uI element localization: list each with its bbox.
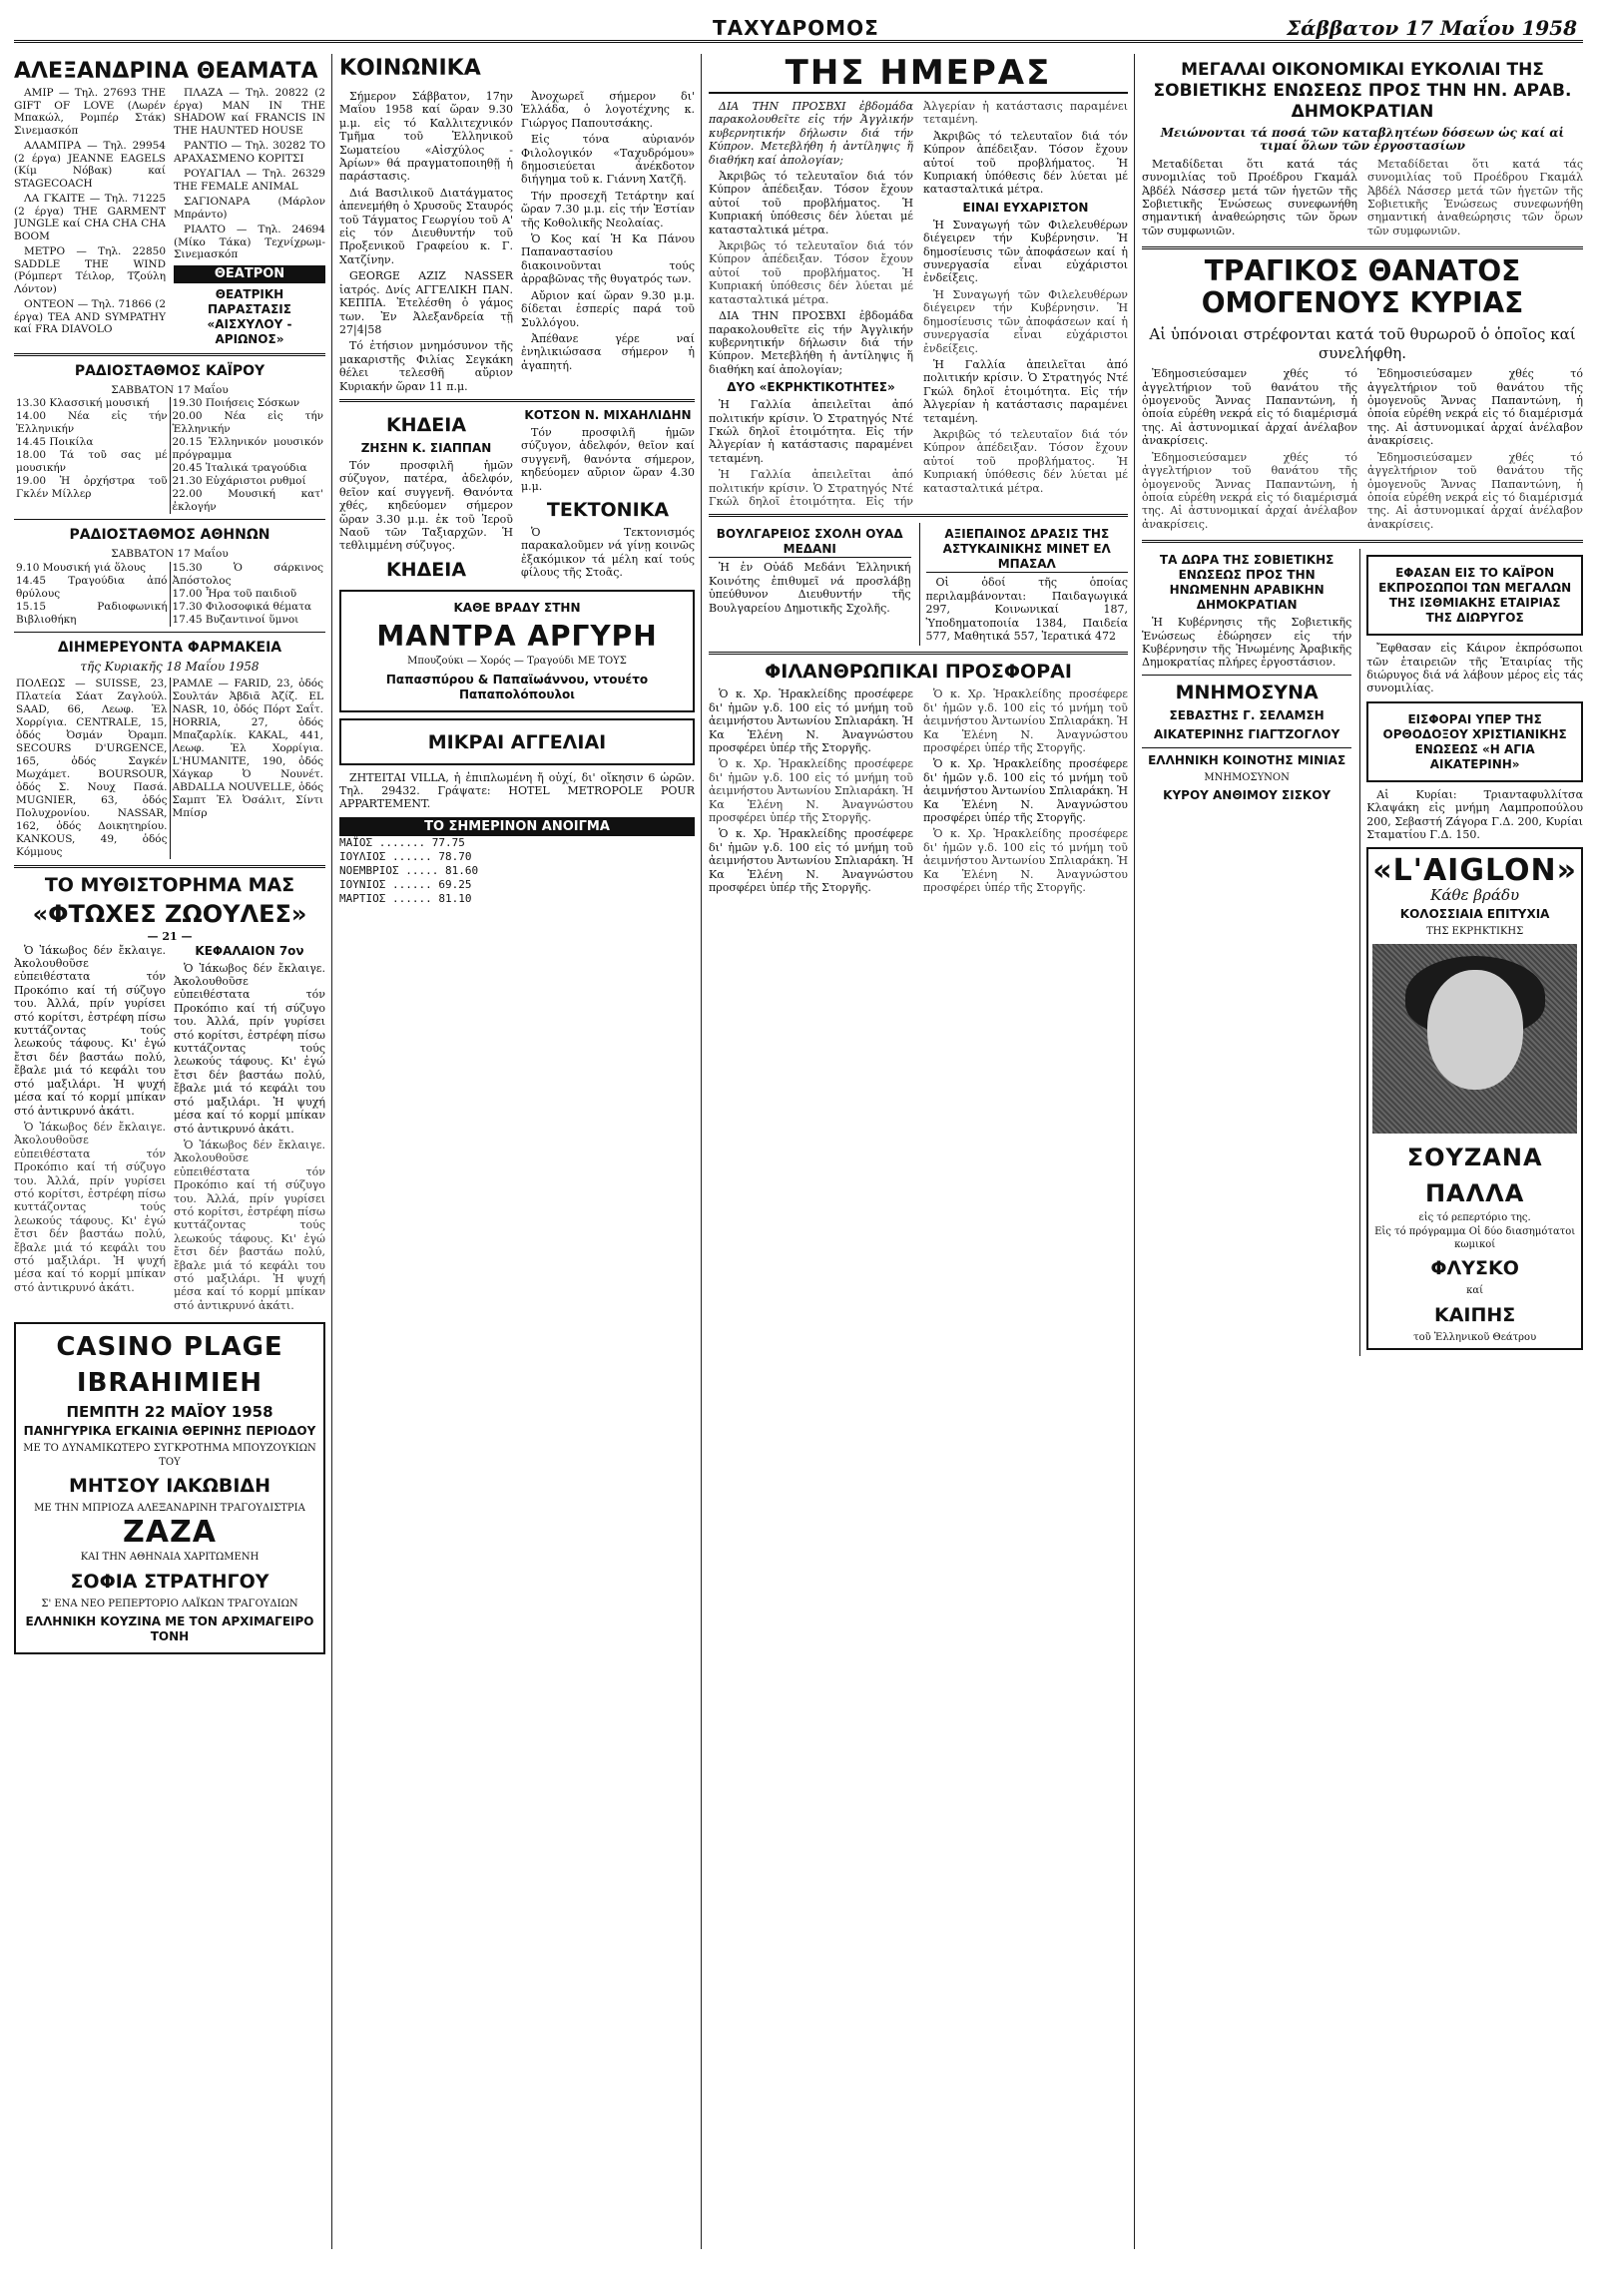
soviet-body — [1142, 158, 1583, 240]
theatre-banner: ΘΕΑΤΡΟΝ — [174, 265, 325, 284]
obituaries — [339, 408, 695, 584]
commentary-intro: ΔΙΑ ΤΗΝ ΠΡΟΣΒΧΙ ἐβδομάδα παρακολουθεῖτε εἰς τήν Ἀγγλικήν κυβερνητικήν δήλωσιν διά τήν Κύπρον. Μετεβλήθη ἡ ἀντίληψις ἥ διαθήκη καί ἀπολογίαν; — [709, 100, 913, 167]
divider — [14, 353, 325, 356]
column-social — [339, 54, 695, 2249]
masthead-date: Σάββατον 17 Μαΐου 1958 — [1287, 16, 1577, 40]
cinema-entry: ΡΙΑΛΤΟ — Τηλ. 24694 (Μίκο Τάκα) Τεχνίχρωμ-Σινεμασκόπ — [174, 224, 325, 260]
divider — [709, 514, 1128, 517]
novel-paragraph: Ὁ Ἰάκωβος δέν ἔκλαιγε. Ἀκολουθοῦσε εὐπειθέστατα τόν Προκόπιο καί τή σύζυγο του. Ἀλλά, πρίν γυρίσει στό κορίτσι, ἐστρέφη πίσω κυττάζοντας τούς λεωκούς τάφους. Κι' ἐγώ ἔτσι δέν βαστάω πολύ, ἔβαλε μιά τό κεφάλι του στό μαξιλάρι. Ἡ ψυχή μέσα καί τό κορμί μπίκαν στό ἀντικρυνό ἀκάτι. — [14, 943, 166, 1118]
casino-line: ΜΕ ΤΗΝ ΜΠΡΙΟΖΑ ΑΛΕΞΑΝΔΡΙΝΗ ΤΡΑΓΟΥΔΙΣΤΡΙΑ — [34, 1503, 305, 1514]
schedule-item: 14.00 Νέα εἰς τήν Ἑλληνικήν — [16, 410, 168, 436]
lower-news — [1142, 549, 1583, 1356]
cinema-entry: ΛΑ ΓΚΑΙΤΕ — Τηλ. 71225 (2 έργα) THE GARMENT JUNGLE καί CHA CHA CHA BOOM — [14, 193, 166, 242]
radio-athens-day: ΣΑΒΒΑΤΟΝ 17 Μαΐου — [111, 548, 229, 561]
tragic-headline: ΤΡΑΓΙΚΟΣ ΘΑΝΑΤΟΣ ΟΜΟΓΕΝΟΥΣ ΚΥΡΙΑΣ — [1201, 254, 1524, 320]
market-row: ΜΑΪΟΣ ....... 77.75 — [339, 836, 465, 850]
soviet-subheadline: Μειώνονται τά ποσά τῶν καταβλητέων δόσεων ὡς καί αἱ τιμαί ὅλων τῶν ἐργοστασίων — [1160, 126, 1565, 154]
cinema-entry: ΡΟΥΑΓΙΑΛ — Τηλ. 26329 THE FEMALE ANIMAL — [174, 168, 325, 193]
cinema-entry: ΑΛΑΜΠΡΑ — Τηλ. 29954 (2 έργα) JEANNE EAGELS (Κίμ Νόβακ) καί STAGECOACH — [14, 140, 166, 190]
classified-ad: ΖΗΤΕΙΤΑΙ VILLA, ἡ ἐπιπλωμένη ἤ οὐχί, δι' οἴκησιν 6 ὡρῶν. Τηλ. 29432. Γράψατε: HOTEL METROPOLE POUR APPARTEMENT. — [339, 770, 695, 811]
radio-athens-schedule — [14, 562, 325, 627]
commentary-text: Ἡ Γαλλία ἀπειλεῖται ἀπό πολιτικήν κρίσιν. Ὁ Στρατηγός Ντέ Γκώλ δηλοῖ ἑτοιμότητα. Εἰς τήν Ἀλγερίαν ἡ κατάστασις παραμένει τεταμένη. — [709, 398, 913, 465]
novel-body — [14, 944, 325, 1313]
school-text: Ἡ ἐν Οὐάδ Μεδάνι Ἑλληνική Κοινότης ἐπιθυμεῖ νά προσλάβῃ ὑπεύθυνον Διευθυντήν τῆς Βουλγαρείου Δημοτικῆς Σχολῆς. — [709, 561, 911, 615]
market-heading: ΤΟ ΣΗΜΕΡΙΝΟΝ ΑΝΟΙΓΜΑ — [339, 817, 695, 836]
charity-item: Ὁ κ. Χρ. Ἡρακλείδης προσέφερε δι' ἡμῶν γ.δ. 100 εἰς τό μνήμη τοῦ ἀειμνήστου Ἀντωνίου Σπλιαράκη. Ἡ Κα Ἑλένη Ν. Ἀναγνώστου προσφέρει ὑπέρ τῆς Στοργῆς. — [923, 757, 1128, 825]
casino-advertisement — [14, 1322, 325, 1654]
section-heading-theatres: ΑΛΕΞΑΝΔΡΙΝΑ ΘΕΑΜΑΤΑ — [14, 59, 318, 84]
charity-heading: ΦΙΛΑΝΘΡΩΠΙΚΑΙ ΠΡΟΣΦΟΡΑΙ — [765, 661, 1072, 684]
aiglon-line: τοῦ Ἑλληνικοῦ Θεάτρου — [1413, 1331, 1537, 1343]
market-table — [339, 836, 695, 906]
radio-cairo-title: ΡΑΔΙΟΣΤΑΘΜΟΣ ΚΑΪΡΟΥ — [74, 363, 266, 379]
mandra-name: ΜΑΝΤΡΑ ΑΡΓΥΡΗ — [376, 620, 658, 654]
schedule-item: 15.15 Ραδιοφωνική Βιβλιοθήκη — [16, 600, 168, 626]
social-item: Ἀπέθανε γέρε ναί ἐνηλικιώσασα σήμερον ἡ ἀγαπητή. — [521, 331, 695, 372]
canal-text: Ἔφθασαν εἰς Κάιρον ἐκπρόσωποι τῶν ἑταιρειῶν τῆς Ἑταιρίας τῆς διώρυγος διά νά λάβουν μέρος εἰς τάς συνομιλίας. — [1366, 642, 1583, 695]
soviet-text: Μεταδίδεται ὅτι κατά τάς συνομιλίας τοῦ Προέδρου Γκαμάλ Ἀβδέλ Νάσσερ μετά τῶν ἡγετῶν τῆς Σοβιετικῆς Ἑνώσεως συνεφωνήθη σημαντική ἀναθεώρησις τῶν ὅρων τῶν συμφωνιῶν. — [1367, 157, 1583, 237]
column-rule — [701, 54, 702, 2249]
casino-singer-2: ΣΟΦΙΑ ΣΤΡΑΤΗΓΟΥ — [70, 1570, 269, 1593]
pharmacy-list — [14, 678, 325, 859]
pharmacy-subtitle: τῆς Κυριακῆς 18 Μαΐου 1958 — [80, 659, 260, 674]
aiglon-comedian: ΦΛΥΣΚΟ — [1430, 1257, 1519, 1280]
charity-item: Ὁ κ. Χρ. Ἡρακλείδης προσέφερε δι' ἡμῶν γ.δ. 100 εἰς τό μνήμη τοῦ ἀειμνήστου Ἀντωνίου Σπλιαράκη. Ἡ Κα Ἑλένη Ν. Ἀναγνώστου προσφέρει ὑπέρ τῆς Στοργῆς. — [709, 688, 913, 755]
mandra-line: ΚΑΘΕ ΒΡΑΔΥ ΣΤΗΝ — [453, 601, 581, 616]
photo-face — [1427, 970, 1523, 1090]
radio-cairo-day: ΣΑΒΒΑΤΟΝ 17 Μαΐου — [111, 384, 229, 396]
cinema-entry: ΣΑΓΙΟΝΑΡΑ (Μάρλον Μπράντο) — [174, 196, 325, 221]
divider — [1142, 747, 1351, 748]
commentary-text: ΔΙΑ ΤΗΝ ΠΡΟΣΒΧΙ ἐβδομάδα παρακολουθεῖτε εἰς τήν Ἀγγλικήν κυβερνητικήν δήλωσιν διά τήν Κύπρον. Μετεβλήθη ἡ ἀντίληψις ἥ διαθήκη καί ἀπολογίαν; — [709, 309, 913, 376]
funeral-heading: ΚΗΔΕΙΑ — [385, 558, 467, 581]
commentary-text: Ἡ Γαλλία ἀπειλεῖται ἀπό πολιτικήν κρίσιν. Ὁ Στρατηγός Ντέ Γκώλ δηλοῖ ἑτοιμότητα. Εἰς τήν Ἀλγερίαν ἡ κατάστασις παραμένει τεταμένη. — [923, 357, 1128, 425]
casino-line: ΜΕ ΤΟ ΔΥΝΑΜΙΚΩΤΕΡΟ ΣΥΓΚΡΟΤΗΜΑ ΜΠΟΥΖΟΥΚΙΩΝ ΤΟΥ — [23, 1443, 316, 1468]
divider — [339, 399, 695, 402]
novel-title: «ΦΤΩΧΕΣ ΖΩΟΥΛΕΣ» — [32, 900, 307, 929]
social-item: Ἀνοχωρεῖ σήμερον δι' Ἑλλάδα, ὁ λογοτέχνης κ. Γιώργος Παπουτσάκης. — [521, 90, 695, 130]
funeral-text: Τόν προσφιλῆ ἡμῶν σύζυγον, πατέρα, ἀδελφόν, θεῖον καί συγγενῆ. Θανόντα χθές, κηδεύομεν σήμερον ὥραν 3.30 μ.μ. ἐκ τοῦ Ἱεροῦ Ναοῦ τῶν Ταξιαρχῶν. Ἡ τεθλιμμένη σύζυγος. — [339, 458, 513, 553]
novel-heading: ΤΟ ΜΥΘΙΣΤΟΡΗΜΑ ΜΑΣ — [44, 874, 295, 897]
charity-item: Ὁ κ. Χρ. Ἡρακλείδης προσέφερε δι' ἡμῶν γ.δ. 100 εἰς τό μνήμη τοῦ ἀειμνήστου Ἀντωνίου Σπλιαράκη. Ἡ Κα Ἑλένη Ν. Ἀναγνώστου προσφέρει ὑπέρ τῆς Στοργῆς. — [709, 827, 913, 895]
masonic-notice — [521, 499, 695, 580]
funeral-heading: ΚΗΔΕΙΑ — [385, 413, 467, 436]
charity-item: Ὁ κ. Χρ. Ἡρακλείδης προσέφερε δι' ἡμῶν γ.δ. 100 εἰς τό μνήμη τοῦ ἀειμνήστου Ἀντωνίου Σπλιαράκη. Ἡ Κα Ἑλένη Ν. Ἀναγνώστου προσφέρει ὑπέρ τῆς Στοργῆς. — [709, 757, 913, 825]
cinema-entry: ΡΑΝΤΙΟ — Τηλ. 30282 ΤΟ ΑΡΑΧΑΣΜΕΝΟ ΚΟΡΙΤΣΙ — [174, 140, 325, 165]
police-text: Οἱ ὁδοί τῆς ὁποίας περιλαμβάνονται: Παιδαγωγικά 297, Κοινωνικαί 187, Ὑποδηματοποιία 1384, Παιδεία 577, Μαθητικά 557, Ἱερατικά 472 — [925, 576, 1128, 643]
divider — [14, 519, 325, 520]
radio-athens-title: ΡΑΔΙΟΣΤΑΘΜΟΣ ΑΘΗΝΩΝ — [69, 527, 270, 544]
market-row: ΜΑΡΤΙΟΣ ...... 81.10 — [339, 892, 472, 906]
community-subheading: ΜΝΗΜΟΣΥΝΟΝ — [1204, 771, 1290, 783]
schedule-item: 13.30 Κλασσική μουσική — [16, 397, 150, 410]
social-item: Εἰς τόνα αὐριανόν Φιλολογικόν «Ταχυδρόμου» δημοσιεύεται ἀνέκδοτον διήγημα τοῦ κ. Γιάννη Χατζῆ. — [521, 133, 695, 187]
aiglon-comedian: ΚΑΙΠΗΣ — [1433, 1303, 1516, 1326]
divider — [1142, 675, 1351, 676]
novel-paragraph: Ὁ Ἰάκωβος δέν ἔκλαιγε. Ἀκολουθοῦσε εὐπειθέστατα τόν Προκόπιο καί τή σύζυγο του. Ἀλλά, πρίν γυρίσει στό κορίτσι, ἐστρέφη πίσω κυττάζοντας τούς λεωκούς τάφους. Κι' ἐγώ ἔτσι δέν βαστάω πολύ, ἔβαλε μιά τό κεφάλι του στό μαξιλάρι. Ἡ ψυχή μέσα καί τό κορμί μπίκαν στό ἀντικρυνό ἀκάτι. — [14, 1120, 166, 1294]
schedule-item: 15.30 Ὁ σάρκινος Ἀπόστολος — [172, 561, 323, 587]
charity-list — [709, 688, 1128, 897]
canal-heading: ΕΦΑΣΑΝ ΕΙΣ ΤΟ ΚΑΪΡΟΝ ΕΚΠΡΟΣΩΠΟΙ ΤΩΝ ΜΕΓΑΛΩΝ ΤΗΣ ΙΣΘΜΙΑΚΗΣ ΕΤΑΙΡΙΑΣ ΤΗΣ ΔΙΩΡΥΓΟΣ — [1378, 566, 1572, 626]
donations-text: Αἱ Κυρίαι: Τριανταφυλλίτσα Κλαψάκη εἰς μνήμη Λαμπροπούλου 200, Σεβαστή Ζάγορα Γ.Δ. 200, Κυρίαι Σταματίου Γ.Δ. 150. — [1366, 787, 1583, 841]
schedule-item: 21.30 Εὐχάριστοι ρυθμοί — [172, 475, 306, 488]
community-heading: ΕΛΛΗΝΙΚΗ ΚΟΙΝΟΤΗΣ ΜΙΝΙΑΣ — [1148, 752, 1346, 767]
aiglon-line: Κάθε βράδυ — [1430, 886, 1520, 905]
novel-number: — 21 — — [147, 930, 193, 944]
novel-paragraph: Ὁ Ἰάκωβος δέν ἔκλαιγε. Ἀκολουθοῦσε εὐπειθέστατα τόν Προκόπιο καί τή σύζυγο του. Ἀλλά, πρίν γυρίσει στό κορίτσι, ἐστρέφη πίσω κυττάζοντας τούς λεωκούς τάφους. Κι' ἐγώ ἔτσι δέν βαστάω πολύ, ἔβαλε μιά τό κεφάλι του στό μαξιλάρι. Ἡ ψυχή μέσα καί τό κορμί μπίκαν στό ἀντικρυνό ἀκάτι. — [174, 1138, 325, 1312]
classifieds-heading: ΜΙΚΡΑΙ ΑΓΓΕΛΙΑΙ — [427, 730, 607, 753]
commentary-subheading: ΕΙΝΑΙ ΕΥΧΑΡΙΣΤΟΝ — [962, 200, 1089, 215]
social-item: Αὔριον καί ὥραν 9.30 μ.μ. δίδεται ἑσπερίς παρά τοῦ Συλλόγου. — [521, 288, 695, 329]
right-subcolumn — [1359, 549, 1583, 1356]
tragic-body — [1142, 367, 1583, 534]
schedule-item: 19.00 Ἡ ὀρχήστρα τοῦ Γκλέν Μίλλερ — [16, 475, 168, 501]
casino-singer: ΖΑΖΑ — [123, 1515, 217, 1551]
chapter-heading: ΚΕΦΑΛΑΙΟΝ 7ον — [195, 943, 304, 958]
soviet-headline: ΜΕΓΑΛΑΙ ΟΙΚΟΝΟΜΙΚΑΙ ΕΥΚΟΛΙΑΙ ΤΗΣ ΣΟΒΙΕΤΙΚΗΣ ΕΝΩΣΕΩΣ ΠΡΟΣ ΤΗΝ ΗΝ. ΑΡΑΒ. ΔΗΜΟΚΡΑΤΙΑΝ — [1153, 60, 1572, 122]
memorial-name: ΣΕΒΑΣΤΗΣ Γ. ΣΕΛΑΜΣΗ — [1169, 707, 1325, 722]
funeral-notice — [339, 414, 513, 553]
aiglon-line: Εἰς τό πρόγραμμα Οἱ δύο διασημότατοι κωμικοί — [1374, 1225, 1576, 1250]
newspaper-page — [14, 14, 1583, 2264]
divider — [14, 632, 325, 633]
tragic-text: Ἐδημοσιεύσαμεν χθές τό ἀγγελτήριον τοῦ θανάτου τῆς ὁμογενοῦς Ἄννας Παπαντώνη, ἡ ὁποία εὑρέθη νεκρά εἰς τό διαμέρισμά της. Αἱ ἀστυνομικαί ἀρχαί ἀνέλαβον ἀνακρίσεις. — [1142, 450, 1357, 531]
classifieds-box — [339, 718, 695, 765]
schedule-right — [170, 562, 325, 627]
schedule-item: 14.45 Τραγούδια ἀπό θρύλους — [16, 574, 168, 600]
masthead-title: ΤΑΧΥΔΡΟΜΟΣ — [713, 16, 879, 40]
casino-date: ΠΕΜΠΤΗ 22 ΜΑΪΟΥ 1958 — [66, 1403, 273, 1422]
aiglon-title: «L'AIGLON» — [1372, 853, 1577, 889]
mandra-performers: Παπασπύρου & Παπαϊωάννου, ντουέτο Παπαπολόπουλοι — [385, 672, 649, 701]
schedule-item: 17.45 Βυζαντινοί ὕμνοι — [172, 613, 299, 626]
memorial-heading: ΜΝΗΜΟΣΥΝΑ — [1175, 681, 1319, 703]
masthead — [14, 14, 1583, 43]
commentary-text: Ἀκριβῶς τό τελευταῖον διά τόν Κύπρον ἀπέδειξαν. Τόσον ἔχουν αὐτοί τοῦ προβλήματος. Ἡ Κυπριακή ὑπόθεσις δέν λύεται μέ κατασταλτικά μέτρα. — [709, 239, 913, 306]
charity-item: Ὁ κ. Χρ. Ἡρακλείδης προσέφερε δι' ἡμῶν γ.δ. 100 εἰς τό μνήμη τοῦ ἀειμνήστου Ἀντωνίου Σπλιαράκη. Ἡ Κα Ἑλένη Ν. Ἀναγνώστου προσφέρει ὑπέρ τῆς Στοργῆς. — [923, 827, 1128, 895]
cinema-entry: ΟΝΤΕΟΝ — Τηλ. 71866 (2 έργα) TEA AND SYMPATHY καί FRA DIAVOLO — [14, 298, 166, 335]
donations-box — [1366, 701, 1583, 782]
aiglon-line: ΤΗΣ ΕΚΡΗΚΤΙΚΗΣ — [1426, 925, 1524, 937]
casino-name: CASINO PLAGE IBRAHIMIEH — [56, 1332, 283, 1399]
divider — [709, 652, 1128, 655]
pharmacy-city: ΠΟΛΕΩΣ — SUISSE, 23, Πλατεία Σάατ Ζαγλούλ. SAAD, 66, Λεωφ. Ἐλ Χορρίγια. CENTRALE, 15, ὁδός Ὀσμάν Ὀραμπ. SECOURS D'URGENCE, 165, ὁδός Σαγκέν Μωχάμετ. BOURSOUR, ὁδός Σ. Νουχ Πασά. MUGNIER, 63, ὁδός Πολυχρονίου. NASSAR, 162, ὁδός Δοικητηρίου. KANKOUS, 49, ὁδός Κόμμους — [14, 678, 170, 859]
cinema-entry: ΑΜΙΡ — Τηλ. 27693 THE GIFT OF LOVE (Λωρέν Μπακώλ, Ρομπέρ Στάκ) Σινεμασκόπ — [14, 87, 166, 137]
commentary-text: Ἀκριβῶς τό τελευταῖον διά τόν Κύπρον ἀπέδειξαν. Τόσον ἔχουν αὐτοί τοῦ προβλήματος. Ἡ Κυπριακή ὑπόθεσις δέν λύεται μέ κατασταλτικά μέτρα. — [923, 427, 1128, 495]
school-notice — [709, 523, 911, 646]
memorial-name: ΑΙΚΑΤΕΡΙΝΗΣ ΓΙΑΓΤΖΟΓΛΟΥ — [1153, 726, 1340, 741]
commentary-text: Ἀκριβῶς τό τελευταῖον διά τόν Κύπρον ἀπέδειξαν. Τόσον ἔχουν αὐτοί τοῦ προβλήματος. Ἡ Κυπριακή ὑπόθεσις δέν λύεται μέ κατασταλτικά μέτρα. — [923, 129, 1128, 197]
masonic-heading: ΤΕΚΤΟΝΙΚΑ — [546, 498, 670, 521]
casino-line: Σ' ΕΝΑ ΝΕΟ ΡΕΠΕΡΤΟΡΙΟ ΛΑΪΚΩΝ ΤΡΑΓΟΥΔΙΩΝ — [41, 1598, 298, 1609]
market-row: ΝΟΕΜΒΡΙΟΣ ..... 81.60 — [339, 864, 479, 878]
cinema-entry: ΠΛΑΖΑ — Τηλ. 20822 (2 έργα) MAN IN THE SHADOW καί FRANCIS IN THE HAUNTED HOUSE — [174, 87, 325, 137]
aiglon-line: εἰς τό ρεπερτόριο της. — [1418, 1212, 1531, 1224]
social-item: Τό ἐτήσιον μνημόσυνον τῆς μακαριστῆς Φιλίας Σεγκάκη θέλει τελεσθῆ αὔριον Κυριακήν ὥραν 11 π.μ. — [339, 339, 513, 393]
radio-cairo-schedule — [14, 397, 325, 514]
aiglon-line: καί — [1466, 1285, 1484, 1297]
schedule-item: 9.10 Μουσική γιά ὅλους — [16, 561, 147, 574]
notices-row — [709, 523, 1128, 646]
commentary-text: Ἡ Συναγωγή τῶν Φιλελευθέρων διέγειρεν τήν Κυβέρνησιν. Ἡ δημοσίευσις τῶν ἀποφάσεων καί ἡ συνεργασία εἶναι εὐχάριστοι ἐνδείξεις. — [923, 218, 1128, 285]
market-row: ΙΟΥΝΙΟΣ ...... 69.25 — [339, 878, 472, 892]
novel-paragraph: Ὁ Ἰάκωβος δέν ἔκλαιγε. Ἀκολουθοῦσε εὐπειθέστατα τόν Προκόπιο καί τή σύζυγο του. Ἀλλά, πρίν γυρίσει στό κορίτσι, ἐστρέφη πίσω κυττάζοντας τούς λεωκούς τάφους. Κι' ἐγώ ἔτσι δέν βαστάω πολύ, ἔβαλε μιά τό κεφάλι του στό μαξιλάρι. Ἡ ψυχή μέσα καί τό κορμί μπίκαν στό ἀντικρυνό ἀκάτι. — [174, 961, 325, 1136]
social-item: Τήν προσεχῆ Τετάρτην καί ὥραν 7.30 μ.μ. εἰς τήν Ἑστίαν τῆς Κοθολικῆς Νεολαίας. — [521, 189, 695, 230]
left-subcolumn — [1142, 549, 1351, 1356]
singer-photo — [1372, 944, 1577, 1134]
market-row: ΙΟΥΛΙΟΣ ...... 78.70 — [339, 850, 472, 864]
soviet-text: Μεταδίδεται ὅτι κατά τάς συνομιλίας τοῦ Προέδρου Γκαμάλ Ἀβδέλ Νάσσερ μετά τῶν ἡγετῶν τῆς Σοβιετικῆς Ἑνώσεως συνεφωνήθη σημαντική ἀναθεώρησις τῶν ὅρων τῶν συμφωνιῶν. — [1142, 157, 1357, 237]
commentary-text: Ἡ Συναγωγή τῶν Φιλελευθέρων διέγειρεν τήν Κυβέρνησιν. Ἡ δημοσίευσις τῶν ἀποφάσεων καί ἡ συνεργασία εἶναι εὐχάριστοι ἐνδείξεις. — [923, 287, 1128, 355]
donations-heading: ΕΙΣΦΟΡΑΙ ΥΠΕΡ ΤΗΣ ΟΡΘΟΔΟΞΟΥ ΧΡΙΣΤΙΑΝΙΚΗΣ ΕΝΩΣΕΩΣ «Η ΑΓΙΑ ΑΙΚΑΤΕΡΙΝΗ» — [1382, 711, 1567, 771]
column-news — [1142, 54, 1583, 2249]
charity-item: Ὁ κ. Χρ. Ἡρακλείδης προσέφερε δι' ἡμῶν γ.δ. 100 εἰς τό μνήμη τοῦ ἀειμνήστου Ἀντωνίου Σπλιαράκη. Ἡ Κα Ἑλένη Ν. Ἀναγνώστου προσφέρει ὑπέρ τῆς Στοργῆς. — [923, 688, 1128, 755]
social-item: Ὁ Κος καί Ἡ Κα Πάνου Παπαναστασίου διακοινοῦνται τούς ἀρραβῶνας τῆς θυγατρός των. — [521, 232, 695, 286]
schedule-item: 18.00 Τά τοῦ σας μέ μουσικήν — [16, 449, 168, 475]
police-notice — [919, 523, 1129, 646]
tragic-subheadline: Αἱ ὑπόνοιαι στρέφονται κατά τοῦ θυρωροῦ ὁ ὁποῖος καί συνελήφθη. — [1149, 325, 1576, 363]
commentary-subheading: ΔΥΟ «ΕΚΡΗΚΤΙΚΟΤΗΤΕΣ» — [727, 380, 895, 395]
schedule-left — [14, 562, 170, 627]
aiglon-line: ΚΟΛΟΣΣΙΑΙΑ ΕΠΙΤΥΧΙΑ — [1399, 906, 1550, 921]
divider — [14, 865, 325, 868]
pharmacy-title: ΔΙΗΜΕΡΕΥΟΝΤΑ ΦΑΡΜΑΚΕΙΑ — [57, 639, 282, 656]
schedule-item: 20.15 Ἑλληνικόν μουσικόν πρόγραμμα — [172, 436, 323, 462]
daily-commentary — [709, 100, 1128, 508]
tragic-text: Ἐδημοσιεύσαμεν χθές τό ἀγγελτήριον τοῦ θανάτου τῆς ὁμογενοῦς Ἄννας Παπαντώνη, ἡ ὁποία εὑρέθη νεκρά εἰς τό διαμέρισμά της. Αἱ ἀστυνομικαί ἀρχαί ἀνέλαβον ἀνακρίσεις. — [1142, 367, 1357, 448]
schedule-item: 20.00 Νέα εἰς τήν Ἑλληνικήν — [172, 410, 323, 436]
casino-performer: ΜΗΤΣΟΥ ΙΑΚΩΒΙΔΗ — [68, 1475, 271, 1497]
cinema-entry: ΜΕΤΡΟ — Τηλ. 22850 SADDLE THE WIND (Ρόμπερτ Τέιλορ, Τζούλη Λόντον) — [14, 245, 166, 295]
funeral-name: ΖΗΣΗΝ Κ. ΣΙΑΠΠΑΝ — [360, 440, 492, 455]
theatre-headline: ΘΕΑΤΡΙΚΗ ΠΑΡΑΣΤΑΣΙΣ «ΑΙΣΧΥΛΟΥ - ΑΡΙΩΝΟΣ» — [207, 287, 292, 346]
casino-line: ΚΑΙ ΤΗΝ ΑΘΗΝΑΙΑ ΧΑΡΙΤΩΜΕΝΗ — [80, 1552, 260, 1564]
section-heading-day: ΤΗΣ ΗΜΕΡΑΣ — [709, 54, 1128, 94]
schedule-item: 14.45 Ποικίλα — [16, 436, 94, 449]
gifts-text: Ἡ Κυβέρνησις τῆς Σοβιετικῆς Ἑνώσεως ἐδώρησεν εἰς τήν Κυβέρνησιν τῆς Ἡνωμένης Ἀραβικῆς Δημοκρατίας πλήρες ἐργοστάσιον. — [1142, 616, 1352, 670]
schedule-item: 22.00 Μουσική κατ' ἐκλογήν — [172, 488, 323, 514]
aiglon-advertisement — [1366, 847, 1583, 1350]
schedule-item: 19.30 Ποιήσεις Σόσκων — [172, 397, 300, 410]
commentary-text: Ἀκριβῶς τό τελευταῖον διά τόν Κύπρον ἀπέδειξαν. Τόσον ἔχουν αὐτοί τοῦ προβλήματος. Ἡ Κυπριακή ὑπόθεσις δέν λύεται μέ κατασταλτικά μέτρα. — [709, 170, 913, 236]
community-name: ΚΥΡΟΥ ΑΝΘΙΜΟΥ ΣΙΣΚΟΥ — [1163, 788, 1331, 803]
casino-line: ΕΛΛΗΝΙΚΗ ΚΟΥΖΙΝΑ ΜΕ ΤΟΝ ΑΡΧΙΜΑΓΕΙΡΟ ΤΟΝΗ — [25, 1614, 314, 1644]
social-item: Διά Βασιλικοῦ Διατάγματος ἀπενεμήθη ὁ Χρυσοῦς Σταυρός τοῦ Τάγματος Γεωργίου τοῦ Α' εἰς τόν Διευθυντήν τοῦ Προξενικοῦ Γραφείου κ. Γ. Χατζίνην. — [339, 186, 513, 266]
mandra-line: Μπουζούκι — Χορός — Τραγούδι ΜΕ ΤΟΥΣ — [407, 656, 627, 668]
police-heading: ΑΞΙΕΠΑΙΝΟΣ ΔΡΑΣΙΣ ΤΗΣ ΑΣΤΥΚΑΙΝΙΚΗΣ ΜΙΝΕΤ ΕΛ ΜΠΑΣΑΛ — [926, 527, 1129, 573]
canal-box — [1366, 555, 1583, 636]
schedule-item: 20.45 Ἰταλικά τραγούδια — [172, 462, 307, 475]
commentary-text: Ἡ Γαλλία ἀπειλεῖται ἀπό πολιτικήν κρίσιν. Ὁ Στρατηγός Ντέ Γκώλ δηλοῖ ἑτοιμότητα. Εἰς τήν Ἀλγερίαν ἡ κατάστασις παραμένει τεταμένη. — [709, 100, 1128, 508]
pharmacy-ramleh: ΡΑΜΛΕ — FARID, 23, ὁδός Σουλτάν Ἀβδιᾶ Ἀζίζ. EL NASR, 10, ὁδός Πόρτ Σαΐτ. HORRIA, 27, ὁδός Μπαζαρλίκ. KAKAL, 441, Λεωφ. Ἐλ Χορρίγια. L'HUMANITE, 190, ὁδός Χάγκαρ Ὀ Νουνέτ. ABDALLA NOUVELLE, ὁδός Σαμπτ Ἐλ Ὀσάλιτ, Σίντι Μπίσρ — [172, 678, 323, 820]
schedule-right — [170, 397, 325, 514]
funeral-name: ΚΟΤΣΟΝ Ν. ΜΙΧΑΗΛΙΔΗΝ — [524, 407, 692, 422]
school-heading: ΒΟΥΛΓΑΡΕΙΟΣ ΣΧΟΛΗ ΟΥΑΔ ΜΕΔΑΝΙ — [709, 527, 911, 558]
gifts-heading: ΤΑ ΔΩΡΑ ΤΗΣ ΣΟΒΙΕΤΙΚΗΣ ΕΝΩΣΕΩΣ ΠΡΟΣ ΤΗΝ ΗΝΩΜΕΝΗΝ ΑΡΑΒΙΚΗΝ ΔΗΜΟΚΡΑΤΙΑΝ — [1159, 553, 1334, 613]
aiglon-star: ΣΟΥΖΑΝΑ ΠΑΛΛΑ — [1406, 1144, 1543, 1208]
funeral-text: Τόν προσφιλῆ ἡμῶν σύζυγον, ἀδελφόν, θεῖον καί συγγενῆ, θανόντα σήμερον, κηδεύομεν αὔριον ὥραν 4.30 μ.μ. — [521, 425, 695, 493]
tragic-text: Ἐδημοσιεύσαμεν χθές τό ἀγγελτήριον τοῦ θανάτου τῆς ὁμογενοῦς Ἄννας Παπαντώνη, ἡ ὁποία εὑρέθη νεκρά εἰς τό διαμέρισμά της. Αἱ ἀστυνομικαί ἀρχαί ἀνέλαβον ἀνακρίσεις. — [1367, 367, 1583, 448]
column-daily — [709, 54, 1128, 2249]
column-entertainment — [14, 54, 325, 2249]
mandra-advertisement — [339, 590, 695, 711]
schedule-item: 17.30 Φιλοσοφικά θέματα — [172, 600, 312, 613]
column-rule — [1134, 54, 1135, 2249]
column-rule — [331, 54, 332, 2249]
theatre-notice: Σήμερον Σάββατον, 17ην Μαΐου 1958 καί ὥραν 9.30 μ.μ. εἰς τό Καλλιτεχνικόν Τμῆμα τοῦ Ἑλληνικοῦ Σωματείου «Αἰσχύλος - Ἀρίων» θά πραγματοποιηθῇ ἡ παράστασις. — [339, 90, 513, 184]
masonic-text: Ὁ Τεκτονισμός παρακαλοῦμεν νά γίνῃ κοινῶς ἐξακόμικον τά μέλη καί τούς φίλους τῆς Στοᾶς. — [521, 525, 695, 580]
schedule-left — [14, 397, 170, 514]
divider — [1142, 540, 1583, 543]
social-item: GEORGE AZIZ NASSER ἰατρός. Δνίς ΑΓΓΕΛΙΚΗ ΠΑΝ. ΚΕΠΠΑ. Ἐτελέσθη ὁ γάμος των. Ἐν Ἀλεξανδρεία τῇ 27|4|58 — [339, 269, 513, 336]
cinema-listings — [14, 87, 325, 347]
schedule-item: 17.00 Ἦρα τοῦ παιδιοῦ — [172, 587, 297, 600]
casino-event: ΠΑΝΗΓΥΡΙΚΑ ΕΓΚΑΙΝΙΑ ΘΕΡΙΝΗΣ ΠΕΡΙΟΔΟΥ — [23, 1424, 316, 1439]
divider — [1142, 246, 1583, 249]
tragic-text: Ἐδημοσιεύσαμεν χθές τό ἀγγελτήριον τοῦ θανάτου τῆς ὁμογενοῦς Ἄννας Παπαντώνη, ἡ ὁποία εὑρέθη νεκρά εἰς τό διαμέρισμά της. Αἱ ἀστυνομικαί ἀρχαί ἀνέλαβον ἀνακρίσεις. — [1367, 450, 1583, 531]
section-heading-social: ΚΟΙΝΩΝΙΚΑ — [339, 56, 481, 81]
social-news — [339, 54, 695, 393]
